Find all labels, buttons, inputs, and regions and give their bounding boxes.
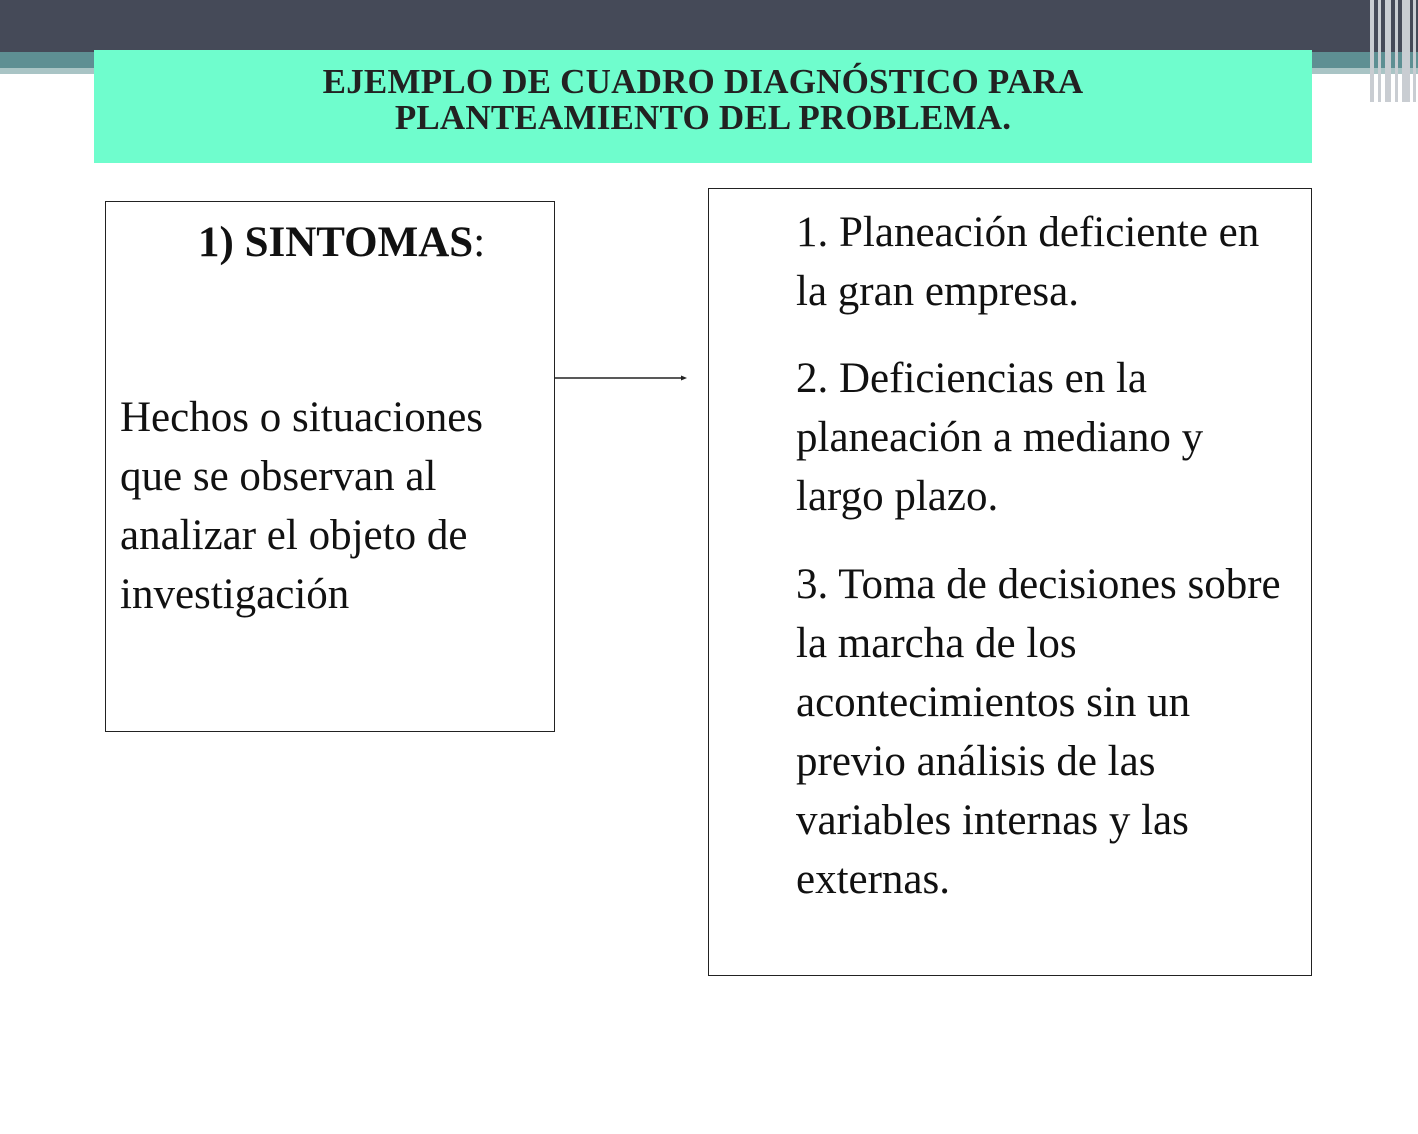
symptoms-heading <box>198 218 485 268</box>
symptoms-box <box>105 201 555 732</box>
symptoms-list-box <box>708 188 1312 976</box>
symptoms-description: Hechos o situaciones que se observan al analizar el objeto de investigación <box>120 394 484 618</box>
title-line-2: PLANTEAMIENTO DEL PROBLEMA. <box>394 98 1012 137</box>
title-banner <box>94 50 1312 163</box>
connector-arrow <box>555 370 690 386</box>
symptoms-heading-colon: : <box>473 219 486 266</box>
list-item: 2. Deficiencias en la planeación a mediano y largo plazo. <box>796 355 1204 520</box>
title-line-1: EJEMPLO DE CUADRO DIAGNÓSTICO PARA <box>322 62 1084 101</box>
decorative-stripes <box>1368 0 1418 102</box>
list-item: 3. Toma de decisiones sobre la marcha de los acontecimientos sin un previo análisis de las variables internas y las externas. <box>796 561 1281 903</box>
list-item: 1. Planeación deficiente en la gran empresa. <box>796 209 1260 315</box>
header-band <box>0 0 1418 52</box>
symptoms-heading-label: 1) SINTOMAS <box>198 219 474 266</box>
